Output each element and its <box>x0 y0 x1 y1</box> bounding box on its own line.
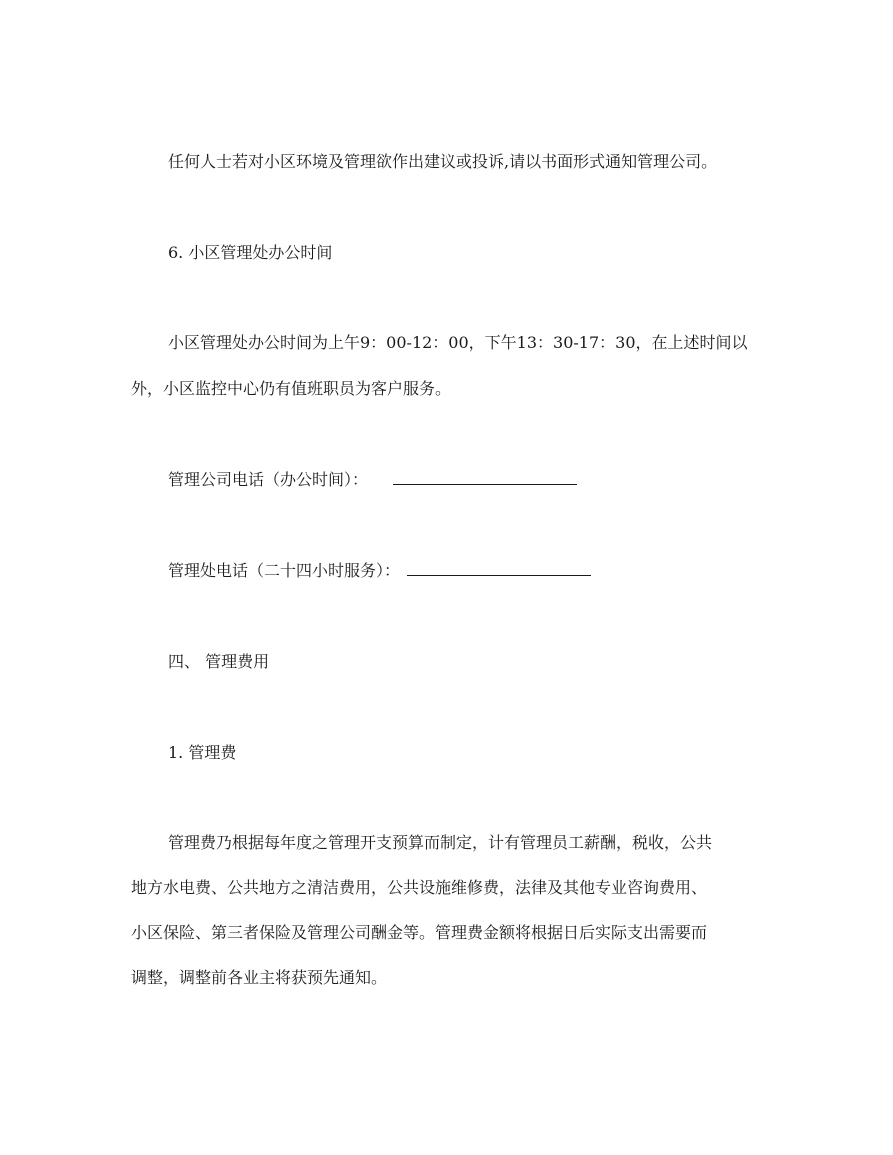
office-phone-label: 管理公司电话（办公时间）： <box>168 470 369 489</box>
office-hours-line-1: 小区管理处办公时间为上午9：00-12：00，下午13：30-17：30，在上述时间以 <box>168 333 748 352</box>
fee-paragraph-line: 管理费乃根据每年度之管理开支预算而制定，计有管理员工薪酬，税收，公共 <box>168 833 713 852</box>
office-phone-blank <box>393 469 577 485</box>
hotline-phone-row <box>168 560 591 582</box>
part-4-heading: 四、 管理费用 <box>168 652 270 671</box>
office-phone-row <box>168 469 577 491</box>
intro-paragraph: 任何人士若对小区环境及管理欲作出建议或投诉,请以书面形式通知管理公司。 <box>168 152 718 171</box>
section-6-heading: 6. 小区管理处办公时间 <box>168 243 333 262</box>
office-hours-line-2: 外，小区监控中心仍有值班职员为客户服务。 <box>131 379 452 398</box>
fee-paragraph-line: 小区保险、第三者保险及管理公司酬金等。管理费金额将根据日后实际支出需要而 <box>131 923 708 942</box>
hotline-phone-label: 管理处电话（二十四小时服务）： <box>168 561 401 580</box>
hotline-phone-blank <box>407 560 591 576</box>
fee-paragraph-line: 调整，调整前各业主将获预先通知。 <box>131 968 388 987</box>
fee-heading: 1. 管理费 <box>168 743 237 762</box>
fee-paragraph-line: 地方水电费、公共地方之清洁费用，公共设施维修费，法律及其他专业咨询费用、 <box>131 878 708 897</box>
